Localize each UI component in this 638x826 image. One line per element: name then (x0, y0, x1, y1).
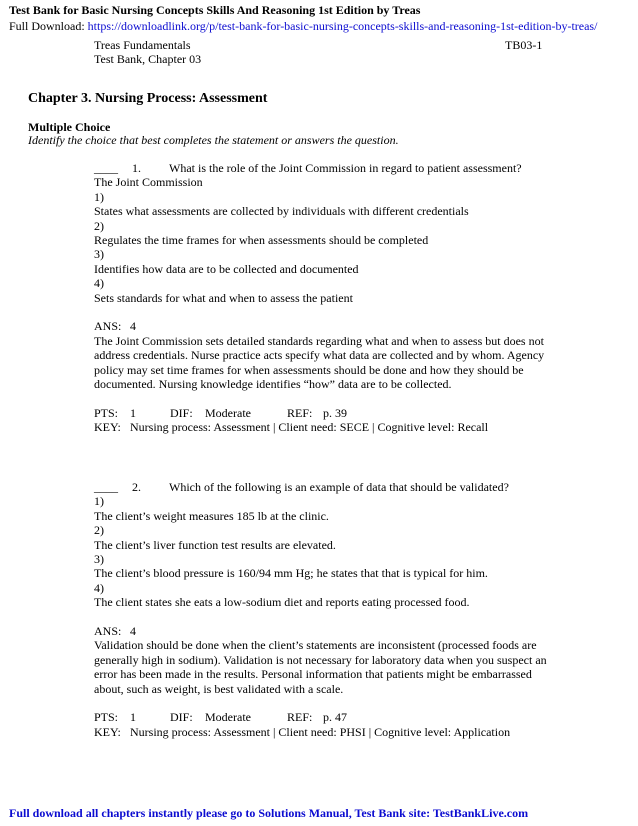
option-text: The client states she eats a low-sodium diet and reports eating processed food. (94, 595, 470, 610)
answer-label: ANS: (94, 623, 122, 638)
difficulty-label: DIF: (170, 710, 193, 725)
option-text: The client’s liver function test results are elevated. (94, 537, 336, 552)
option-number: 2) (94, 218, 104, 233)
reference-value: p. 39 (323, 405, 347, 420)
answer-value: 4 (130, 623, 136, 638)
option-text: Identifies how data are to be collected and documented (94, 261, 359, 276)
question-prefix: The Joint Commission (94, 175, 203, 190)
banner-download-prefix: Full Download: (9, 19, 88, 33)
points-value: 1 (130, 710, 136, 725)
banner-download-link[interactable]: https://downloadlink.org/p/test-bank-for-basic-nursing-concepts-skills-and-reasoning-1st-edition-by-treas/ (87, 19, 598, 33)
answer-explanation: The Joint Commission sets detailed standards regarding what and when to assess but does not address credentials. Nurse practice acts specify what data are collected and by whom. Agency policy may set time frames for when assessments should be done and how they should be documented. Nursing knowledge identifies “how” data are to be collected. (94, 333, 545, 391)
option-number: 3) (94, 247, 104, 262)
points-row (94, 710, 554, 724)
difficulty-label: DIF: (170, 405, 193, 420)
chapter-title: Chapter 3. Nursing Process: Assessment (28, 91, 268, 106)
answer-row (94, 624, 554, 638)
question-stem: Which of the following is an example of data that should be validated? (169, 480, 509, 494)
reference-value: p. 47 (323, 710, 347, 725)
header-chapter: Test Bank, Chapter 03 (94, 52, 202, 67)
points-row (94, 406, 554, 420)
option-number: 2) (94, 523, 104, 538)
answer-value: 4 (130, 319, 136, 334)
header-book-title: Treas Fundamentals (94, 38, 191, 52)
key-label: KEY: (94, 420, 121, 435)
key-label: KEY: (94, 724, 121, 739)
reference-label: REF: (287, 405, 313, 420)
option-text: States what assessments are collected by individuals with different credentials (94, 204, 469, 219)
question-number: 2. (132, 480, 141, 494)
answer-explanation: Validation should be done when the client’s statements are inconsistent (processed foods are generally high in sodium). Validation is not necessary for laboratory data when you suspect an error has been made in the results. Personal information that patients might be embarrassed about, such as weight, is best validated with a scale. (94, 638, 547, 696)
page-header-left (94, 38, 201, 67)
key-row (94, 725, 554, 739)
points-label: PTS: (94, 710, 119, 725)
key-value: Nursing process: Assessment | Client need: PHSI | Cognitive level: Application (130, 724, 511, 739)
question-stem: What is the role of the Joint Commission in regard to patient assessment? (169, 161, 522, 175)
answer-blank: ____ (94, 480, 118, 494)
key-row (94, 420, 554, 434)
points-label: PTS: (94, 405, 119, 420)
answer-label: ANS: (94, 319, 122, 334)
answer-row (94, 319, 554, 333)
option-text: The client’s blood pressure is 160/94 mm Hg; he states that that is typical for him. (94, 566, 488, 581)
reference-label: REF: (287, 710, 313, 725)
answer-blank: ____ (94, 161, 118, 175)
question-stem-row (94, 480, 554, 494)
header-page-code: TB03-1 (505, 38, 543, 52)
difficulty-value: Moderate (205, 710, 251, 725)
question-2 (94, 480, 554, 739)
points-value: 1 (130, 405, 136, 420)
option-number: 1) (94, 494, 104, 509)
option-number: 4) (94, 580, 104, 595)
banner-title: Test Bank for Basic Nursing Concepts Skills And Reasoning 1st Edition by Treas (9, 3, 421, 17)
section-title: Multiple Choice (28, 120, 111, 134)
question-1 (94, 161, 554, 434)
difficulty-value: Moderate (205, 405, 251, 420)
question-stem-row (94, 161, 554, 175)
footer-download-banner[interactable]: Full download all chapters instantly please go to Solutions Manual, Test Bank site: TestBankLive.com (9, 806, 529, 820)
question-number: 1. (132, 161, 141, 175)
option-text: The client’s weight measures 185 lb at the clinic. (94, 508, 329, 523)
option-text: Regulates the time frames for when assessments should be completed (94, 232, 429, 247)
option-number: 4) (94, 276, 104, 291)
option-text: Sets standards for what and when to assess the patient (94, 290, 353, 305)
option-number: 1) (94, 189, 104, 204)
banner-download-line (9, 19, 597, 33)
key-value: Nursing process: Assessment | Client need: SECE | Cognitive level: Recall (130, 420, 489, 435)
option-number: 3) (94, 551, 104, 566)
section-instructions: Identify the choice that best completes the statement or answers the question. (28, 133, 399, 147)
